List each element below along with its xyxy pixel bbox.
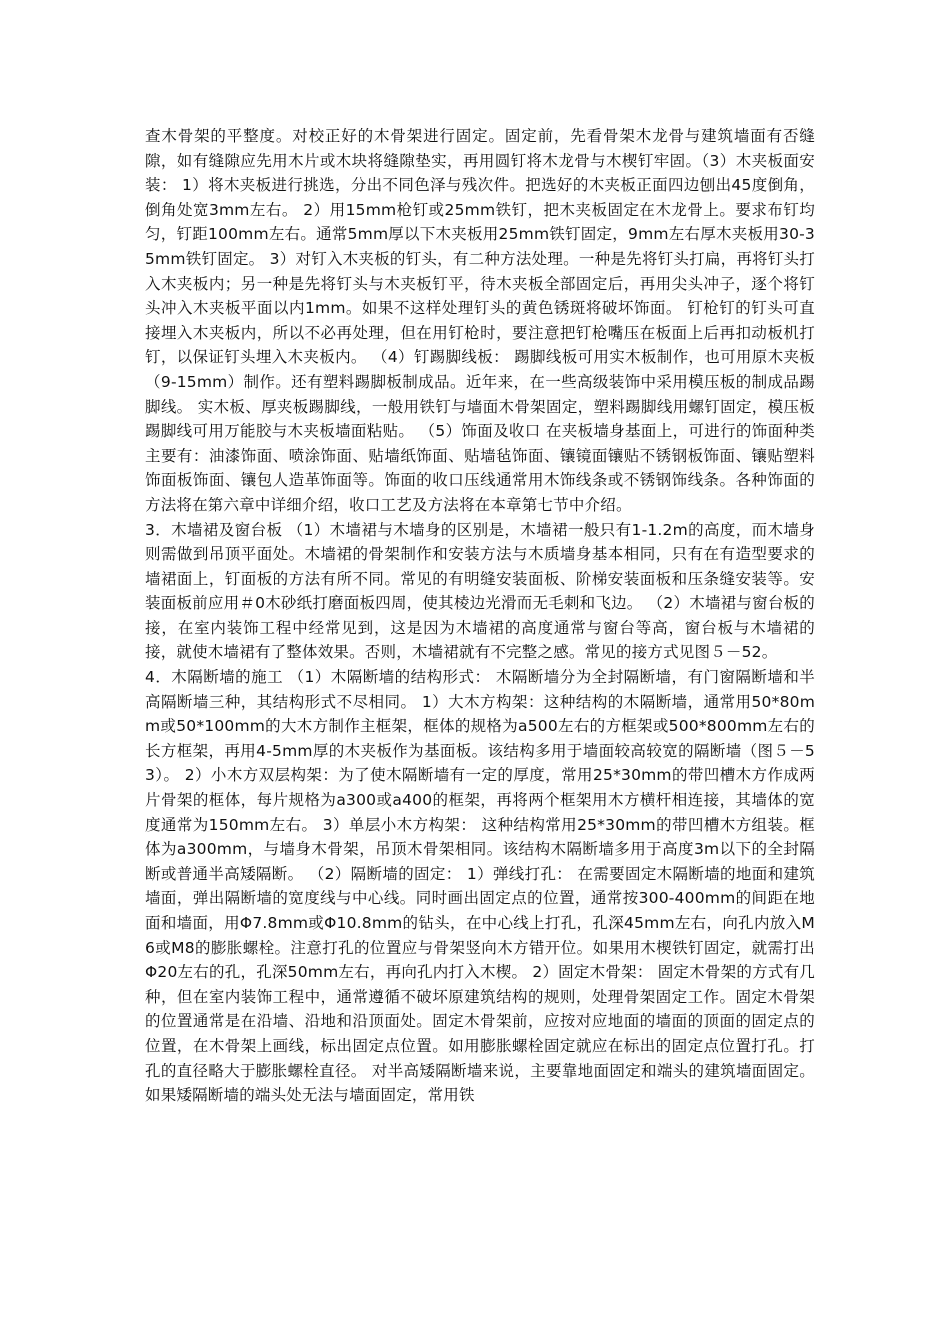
paragraph-wood-partition-wall: 4．木隔断墙的施工 （1）木隔断墙的结构形式： 木隔断墙分为全封隔断墙，有门窗隔断墙和半高隔断墙三种，其结构形式不尽相同。 1）大木方构架：这种结构的木隔断墙，通常用50*80mm或50*100mm的大木方制作主框架，框体的规格为a500左右的方框架或500*800mm左右的长方框架，再用4-5mm厚的木夹板作为基面板。该结构多用于墙面较高较宽的隔断墙（图５－53）。 2）小木方双层构架：为了使木隔断墙有一定的厚度，常用25*30mm的带凹槽木方作成两片骨架的框体，每片规格为a300或a400的框架，再将两个框架用木方横杆相连接，其墙体的宽度通常为150mm左右。 3）单层小木方构架： 这种结构常用25*30mm的带凹槽木方组装。框体为a300mm，与墙身木骨架，吊顶木骨架相同。该结构木隔断墙多用于高度3m以下的全封隔断或普通半高矮隔断。 （2）隔断墙的固定： 1）弹线打孔： 在需要固定木隔断墙的地面和建筑墙面，弹出隔断墙的宽度线与中心线。同时画出固定点的位置，通常按300-400mm的间距在地面和墙面，用Φ7.8mm或Φ10.8mm的钻头，在中心线上打孔，孔深45mm左右，向孔内放入M6或M8的膨胀螺栓。注意打孔的位置应与骨架竖向木方错开位。如果用木楔铁钉固定，就需打出Φ20左右的孔，孔深50mm左右，再向孔内打入木楔。 2）固定木骨架： 固定木骨架的方式有几种，但在室内装饰工程中，通常遵循不破坏原建筑结构的规则，处理骨架固定工作。固定木骨架的位置通常是在沿墙、沿地和沿顶面处。固定木骨架前，应按对应地面的墙面的顶面的固定点的位置，在木骨架上画线，标出固定点位置。如用膨胀螺栓固定就应在标出的固定点位置打孔。打孔的直径略大于膨胀螺栓直径。 对半高矮隔断墙来说，主要靠地面固定和端头的建筑墙面固定。如果矮隔断墙的端头处无法与墙面固定，常用铁 xyxy=(145,668,815,1105)
document-page xyxy=(145,124,815,1108)
paragraph-wood-frame-installation: 查木骨架的平整度。对校正好的木骨架进行固定。固定前，先看骨架木龙骨与建筑墙面有否缝隙，如有缝隙应先用木片或木块将缝隙垫实，再用圆钉将木龙骨与木楔钉牢固。（3）木夹板面安装： 1）将木夹板进行挑选，分出不同色泽与残次件。把选好的木夹板正面四边刨出45度倒角，倒角处宽3mm左右。 2）用15mm枪钉或25mm铁钉，把木夹板固定在木龙骨上。要求布钉均匀，钉距100mm左右。通常5mm厚以下木夹板用25mm铁钉固定，9mm左右厚木夹板用30-35mm铁钉固定。 3）对钉入木夹板的钉头，有二种方法处理。一种是先将钉头打扁，再将钉头打入木夹板内；另一种是先将钉头与木夹板钉平，待木夹板全部固定后，再用尖头冲子，逐个将钉头冲入木夹板平面以内1mm。如果不这样处理钉头的黄色锈斑将破坏饰面。 钉枪钉的钉头可直接埋入木夹板内，所以不必再处理，但在用钉枪时，要注意把钉枪嘴压在板面上后再扣动板机打钉，以保证钉头埋入木夹板内。 （4）钉踢脚线板： 踢脚线板可用实木板制作，也可用原木夹板（9-15mm）制作。还有塑料踢脚板制成品。近年来，在一些高级装饰中采用模压板的制成品踢脚线。 实木板、厚夹板踢脚线，一般用铁钉与墙面木骨架固定，塑料踢脚线用螺钉固定，模压板踢脚线可用万能胶与木夹板墙面粘贴。 （5）饰面及收口 在夹板墙身基面上，可进行的饰面种类主要有：油漆饰面、喷涂饰面、贴墙纸饰面、贴墙毡饰面、镶镜面镶贴不锈钢板饰面、镶贴塑料饰面板饰面、镶包人造革饰面等。饰面的收口压线通常用木饰线条或不锈钢饰线条。各种饰面的方法将在第六章中详细介绍，收口工艺及方法将在本章第七节中介绍。 xyxy=(145,127,815,514)
paragraph-wainscot-and-windowsill: 3．木墙裙及窗台板 （1）木墙裙与木墙身的区别是，木墙裙一般只有1-1.2m的高度，而木墙身则需做到吊顶平面处。木墙裙的骨架制作和安装方法与木质墙身基本相同，只有在有造型要求的墙裙面上，钉面板的方法有所不同。常见的有明缝安装面板、阶梯安装面板和压条缝安装等。安装面板前应用＃0木砂纸打磨面板四周，使其棱边光滑而无毛刺和飞边。 （2）木墙裙与窗台板的接，在室内装饰工程中经常见到，这是因为木墙裙的高度通常与窗台等高，窗台板与木墙裙的接，就使木墙裙有了整体效果。否则，木墙裙就有不完整之感。常见的接方式见图５－52。 xyxy=(145,520,815,662)
